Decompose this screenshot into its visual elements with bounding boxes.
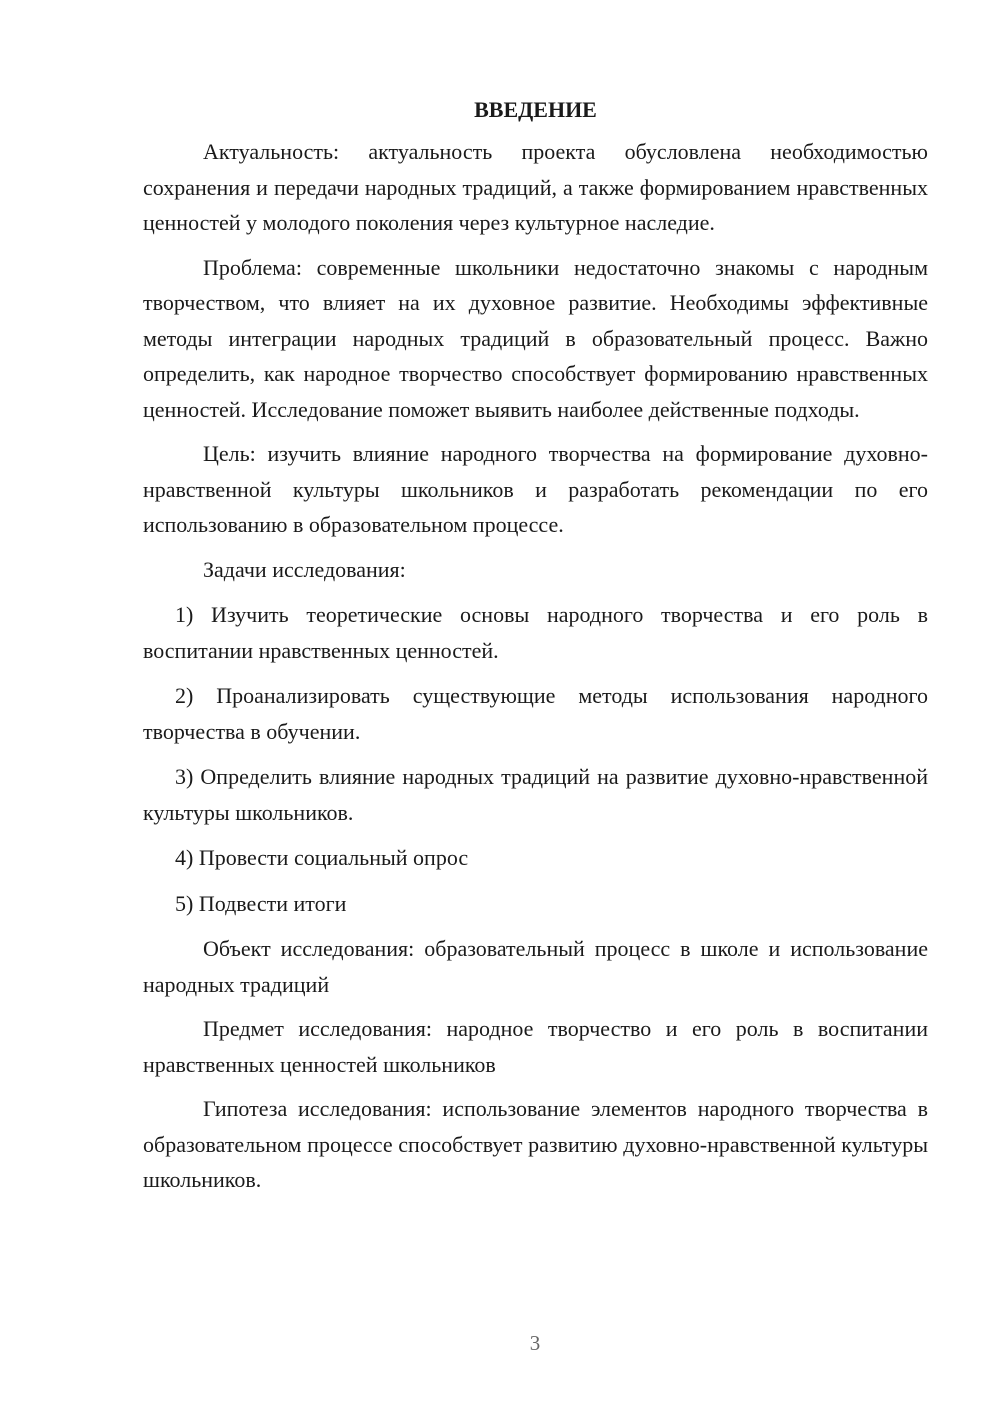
task-item-5: 5) Подвести итоги — [175, 890, 347, 916]
tasks-title: Задачи исследования: — [203, 556, 406, 582]
page-number: 3 — [529, 1331, 541, 1355]
document-page — [143, 92, 928, 1207]
task-item-1: 1) Изучить теоретические основы народного творчества и его роль в воспитании нравственных ценностей. — [143, 602, 928, 663]
page-title: ВВЕДЕНИЕ — [474, 97, 597, 122]
object-paragraph: Объект исследования: образовательный процесс в школе и использование народных традиций — [143, 936, 928, 997]
subject-paragraph: Предмет исследования: народное творчество и его роль в воспитании нравственных ценностей школьников — [143, 1016, 928, 1077]
goal-paragraph: Цель: изучить влияние народного творчества на формирование духовно-нравственной культуры школьников и разработать рекомендации по его использованию в образовательном процессе. — [143, 441, 928, 537]
hypothesis-paragraph: Гипотеза исследования: использование элементов народного творчества в образовательном процессе способствует развитию духовно-нравственной культуры школьников. — [143, 1096, 928, 1192]
task-item-3: 3) Определить влияние народных традиций на развитие духовно-нравственной культуры школьников. — [143, 764, 928, 825]
problem-paragraph: Проблема: современные школьники недостаточно знакомы с народным творчеством, что влияет на их духовное развитие. Необходимы эффективные методы интеграции народных традиций в образовательный процесс. Важно определить, как народное творчество способствует формированию нравственных ценностей. Исследование поможет выявить наиболее действенные подходы. — [143, 254, 928, 422]
relevance-paragraph: Актуальность: актуальность проекта обусловлена необходимостью сохранения и передачи народных традиций, а также формированием нравственных ценностей у молодого поколения через культурное наследие. — [143, 139, 928, 235]
task-item-2: 2) Проанализировать существующие методы использования народного творчества в обучении. — [143, 683, 928, 744]
task-item-4: 4) Провести социальный опрос — [175, 845, 469, 870]
